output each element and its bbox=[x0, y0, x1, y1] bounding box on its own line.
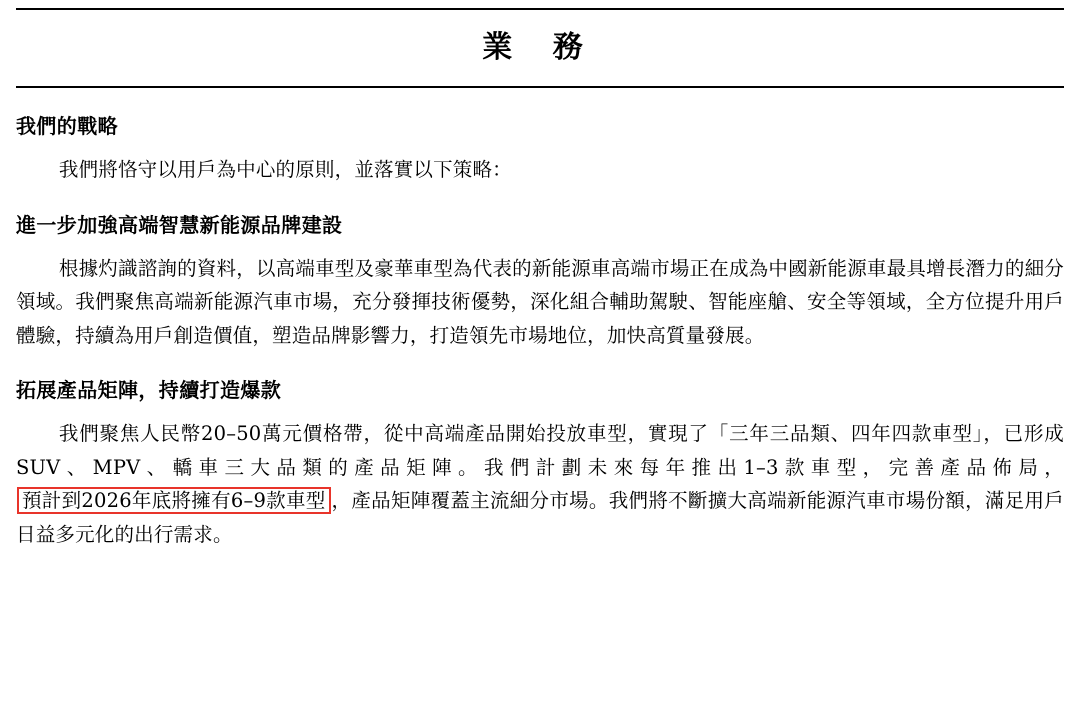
paragraph-part-after: ，產品矩陣覆蓋主流細分市場。我們將不斷擴大高端新能源汽車市場份額，滿足用戶日益多元化的出行需求。 bbox=[16, 489, 1064, 546]
highlighted-annotation: 預計到2026年底將擁有6–9款車型 bbox=[17, 487, 331, 514]
section-heading-strategy: 我們的戰略 bbox=[16, 114, 118, 138]
paragraph-brand-body: 根據灼識諮詢的資料，以高端車型及豪華車型為代表的新能源車高端市場正在成為中國新能源車最具增長潛力的細分領域。我們聚焦高端新能源汽車市場，充分發揮技術優勢，深化組合輔助駕駛、智能座艙、安全等領域，全方位提升用戶體驗，持續為用戶創造價值，塑造品牌影響力，打造領先市場地位，加快高質量發展。 bbox=[16, 256, 1064, 347]
section-heading-brand: 進一步加強高端智慧新能源品牌建設 bbox=[16, 212, 343, 237]
title-divider bbox=[16, 86, 1064, 88]
paragraph-part-before: 我們聚焦人民幣20–50萬元價格帶，從中高端產品開始投放車型，實現了「三年三品類、四年四款車型」，已形成SUV、MPV、轎車三大品類的產品矩陣。我們計劃未來每年推出1–3款車型，完善產品佈局， bbox=[16, 422, 1064, 479]
section-heading-product-matrix: 拓展產品矩陣，持續打造爆款 bbox=[16, 378, 282, 403]
document-page bbox=[0, 8, 1080, 705]
paragraph-strategy-intro: 我們將恪守以用戶為中心的原則，並落實以下策略： bbox=[58, 158, 512, 181]
page-title: 業 務 bbox=[482, 30, 598, 65]
paragraph-product-matrix bbox=[16, 417, 1064, 551]
